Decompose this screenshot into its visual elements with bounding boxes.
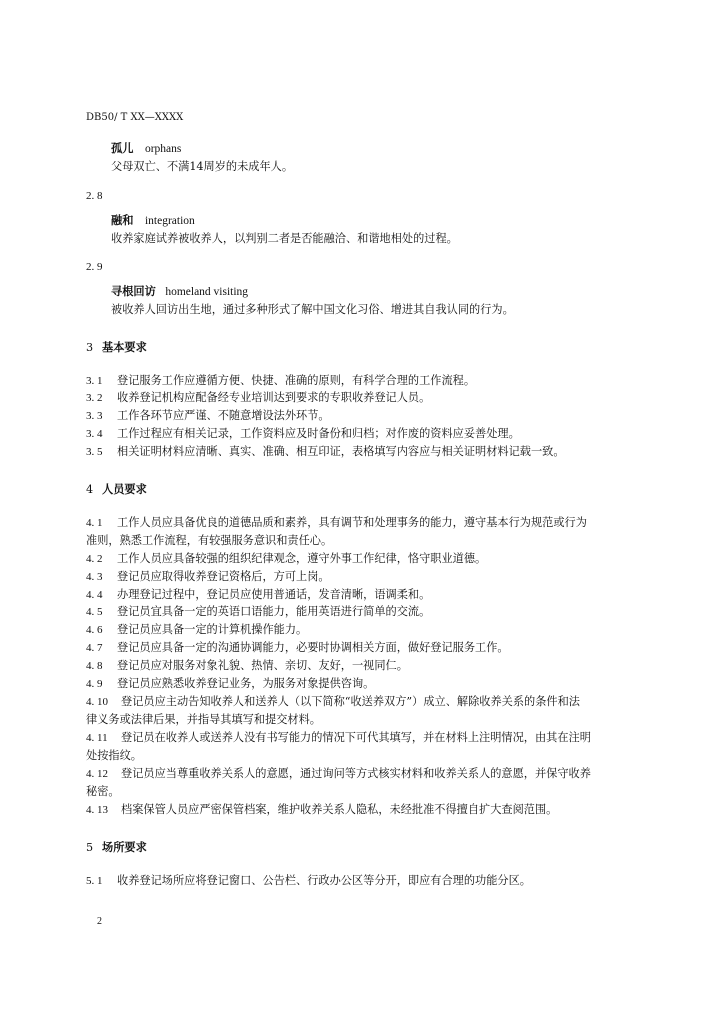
clause-text-continued: 处按指纹。 (86, 749, 142, 762)
clause-number: 2. 8 (86, 190, 103, 202)
section-heading (86, 840, 147, 855)
term-cn: 寻根回访 (111, 284, 156, 298)
section-heading (86, 482, 147, 497)
term-title (111, 284, 248, 299)
term-cn: 融和 (111, 213, 134, 227)
term-definition: 父母双亡、不满14周岁的未成年人。 (111, 160, 294, 173)
clause-number: 4. 7 (86, 642, 103, 654)
clause-text: 办理登记过程中，登记员应使用普通话，发音清晰，语调柔和。 (117, 588, 431, 601)
clause-text: 登记员宜具备一定的英语口语能力，能用英语进行简单的交流。 (117, 605, 431, 618)
clause-text: 登记员应取得收养登记资格后，方可上岗。 (117, 570, 330, 583)
clause-number: 4. 8 (86, 660, 103, 672)
clause-number: 4. 5 (86, 606, 103, 618)
clause-text: 登记员应当尊重收养关系人的意愿，通过询问等方式核实材料和收养关系人的意愿，并保守收养 (121, 767, 591, 780)
page-number: 2 (97, 916, 102, 927)
clause-number: 4. 1 (86, 517, 103, 529)
clause-number: 4. 2 (86, 553, 103, 565)
clause-text: 登记服务工作应遵循方便、快捷、准确的原则，有科学合理的工作流程。 (117, 374, 476, 387)
section-title: 人员要求 (102, 482, 147, 496)
clause-number: 4. 13 (86, 804, 108, 816)
clause-text: 登记员应具备一定的沟通协调能力，必要时协调相关方面，做好登记服务工作。 (117, 641, 509, 654)
clause-text: 登记员应对服务对象礼貌、热情、亲切、友好，一视同仁。 (117, 659, 408, 672)
clause-text: 工作过程应有相关记录，工作资料应及时备份和归档；对作废的资料应妥善处理。 (117, 427, 520, 440)
clause-text-continued: 律义务或法律后果，并指导其填写和提交材料。 (86, 713, 321, 726)
clause-number: 4. 10 (86, 696, 108, 708)
term-cn: 孤儿 (111, 141, 134, 155)
clause-text: 登记员应具备一定的计算机操作能力。 (117, 623, 308, 636)
clause-number: 4. 12 (86, 768, 108, 780)
clause-text: 工作人员应具备优良的道德品质和素养，具有调节和处理事务的能力，遵守基本行为规范或行为 (117, 516, 587, 529)
clause-text: 登记员在收养人或送养人没有书写能力的情况下可代其填写，并在材料上注明情况，由其在注明 (121, 731, 591, 744)
term-title (111, 213, 195, 228)
clause-number: 3. 2 (86, 392, 103, 404)
term-definition: 收养家庭试养被收养人，以判别二者是否能融洽、和谐地相处的过程。 (111, 232, 458, 245)
clause-number: 3. 5 (86, 446, 103, 458)
clause-text: 工作各环节应严谨、不随意增设法外环节。 (117, 409, 330, 422)
clause-number: 2. 9 (86, 261, 103, 273)
clause-text: 工作人员应具备较强的组织纪律观念，遵守外事工作纪律，恪守职业道德。 (117, 552, 487, 565)
term-en: homeland visiting (165, 286, 249, 298)
clause-text: 收养登记场所应将登记窗口、公告栏、行政办公区等分开，即应有合理的功能分区。 (117, 874, 531, 887)
section-number: 5 (86, 841, 94, 854)
clause-number: 4. 6 (86, 624, 103, 636)
clause-number: 4. 4 (86, 589, 103, 601)
clause-number: 3. 3 (86, 410, 103, 422)
clause-text: 收养登记机构应配备经专业培训达到要求的专职收养登记人员。 (117, 391, 431, 404)
section-heading (86, 340, 147, 355)
term-en: orphans (144, 143, 182, 155)
clause-number: 3. 1 (86, 375, 103, 387)
clause-number: 3. 4 (86, 428, 103, 440)
clause-text: 登记员应熟悉收养登记业务，为服务对象提供咨询。 (117, 677, 375, 690)
section-number: 3 (86, 341, 94, 354)
clause-text-continued: 准则，熟悉工作流程，有较强服务意识和责任心。 (86, 534, 333, 547)
document-code-header: DB50/ T XX—XXXX (86, 112, 184, 123)
clause-number: 4. 3 (86, 571, 103, 583)
section-title: 场所要求 (102, 840, 147, 854)
term-title (111, 141, 181, 156)
clause-text-continued: 秘密。 (86, 785, 120, 798)
clause-text: 档案保管人员应严密保管档案，维护收养关系人隐私，未经批准不得擅自扩大查阅范围。 (121, 803, 558, 816)
term-en: integration (144, 215, 195, 227)
clause-number: 4. 9 (86, 678, 103, 690)
section-number: 4 (86, 483, 94, 496)
clause-number: 4. 11 (86, 732, 108, 744)
clause-text: 相关证明材料应清晰、真实、准确、相互印证，表格填写内容应与相关证明材料记载一致。 (117, 445, 565, 458)
section-title: 基本要求 (102, 340, 147, 354)
term-definition: 被收养人回访出生地，通过多种形式了解中国文化习俗、增进其自我认同的行为。 (111, 303, 514, 316)
clause-number: 5. 1 (86, 875, 103, 887)
clause-text: 登记员应主动告知收养人和送养人（以下简称“收送养双方”）成立、解除收养关系的条件和法 (121, 695, 580, 708)
